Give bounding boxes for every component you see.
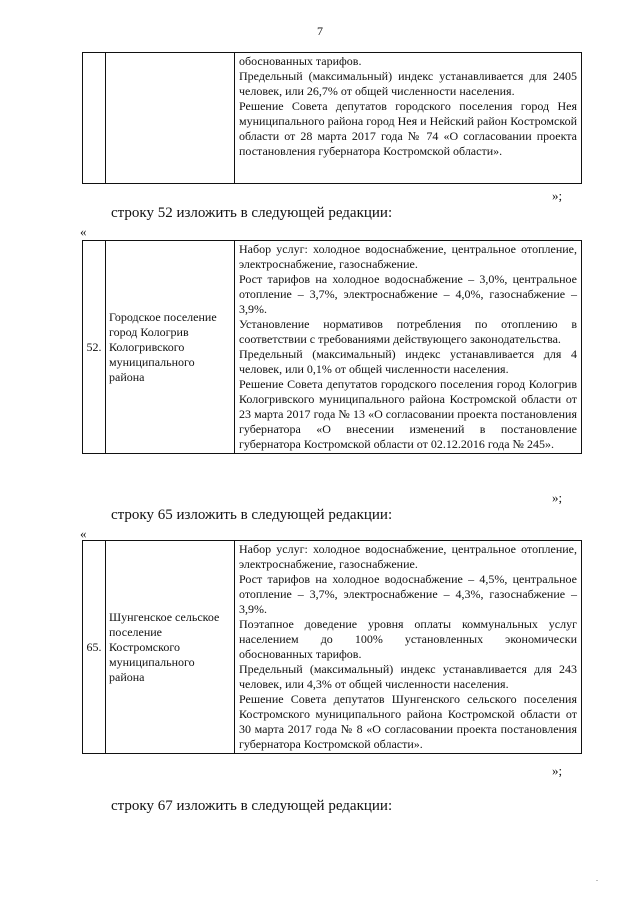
content-paragraph: обоснованных тарифов. xyxy=(239,54,362,68)
content-paragraph: Предельный (максимальный) индекс устанавливается для 2405 человек, или 26,7% от общей численности населения. xyxy=(239,69,577,98)
content-paragraph: Решение Совета депутатов городского поселения город Кологрив Кологривского муниципального района Костромской области от 23 марта 2017 года № 13 «О согласовании проекта постановления губернатора «О внесении изменений в постановление губернатора Костромской области от 02.12.2016 года № 245». xyxy=(239,377,577,451)
page-number: 7 xyxy=(317,24,323,38)
content-paragraph: Решение Совета депутатов городского поселения город Нея муниципального района город Нея и Нейский район Костромской области от 28 марта 2017 года № 74 «О согласовании проекта постановления губернатора Костромской области». xyxy=(239,99,577,158)
content-paragraph: Решение Совета депутатов Шунгенского сельского поселения Костромского муниципального района Костромской области от 30 марта 2017 года № 8 «О согласовании проекта постановления губернатора Костромской области». xyxy=(239,692,577,751)
row-number: 52. xyxy=(83,241,106,454)
instruction-text: строку 67 изложить в следующей редакции: xyxy=(111,798,393,814)
instruction-text: строку 52 изложить в следующей редакции: xyxy=(111,205,393,221)
opening-quote: « xyxy=(80,526,87,541)
content-paragraph: Установление нормативов потребления по отоплению в соответствии с требованиями действующего законодательства. xyxy=(239,317,577,346)
row-number-cell xyxy=(83,53,106,184)
row-content-cell xyxy=(235,53,582,184)
table-row-65 xyxy=(82,540,582,754)
closing-quote: »; xyxy=(552,763,563,778)
content-paragraph: Поэтапное доведение уровня оплаты коммунальных услуг населением до 100% установленных экономически обоснованных тарифов. xyxy=(239,617,577,661)
table-row-52 xyxy=(82,240,582,454)
row-content xyxy=(235,241,582,454)
table-continuation xyxy=(82,52,582,184)
opening-quote: « xyxy=(80,224,87,239)
content-paragraph: Набор услуг: холодное водоснабжение, центральное отопление, электроснабжение, газоснабжение. xyxy=(239,542,577,571)
corner-mark: . xyxy=(596,874,598,883)
instruction-text: строку 65 изложить в следующей редакции: xyxy=(111,507,393,523)
row-content xyxy=(235,541,582,754)
closing-quote: »; xyxy=(552,490,563,505)
content-paragraph: Рост тарифов на холодное водоснабжение – 3,0%, центральное отопление – 3,7%, электроснабжение – 4,0%, газоснабжение – 3,9%. xyxy=(239,272,577,316)
row-name: Шунгенское сельское поселение Костромского муниципального района xyxy=(106,541,235,754)
row-name: Городское поселение город Кологрив Кологривского муниципального района xyxy=(106,241,235,454)
content-paragraph: Набор услуг: холодное водоснабжение, центральное отопление, электроснабжение, газоснабжение. xyxy=(239,242,577,271)
closing-quote: »; xyxy=(552,188,563,203)
content-paragraph: Рост тарифов на холодное водоснабжение – 4,5%, центральное отопление – 3,7%, электроснабжение – 4,3%, газоснабжение – 3,9%. xyxy=(239,572,577,616)
row-number: 65. xyxy=(83,541,106,754)
row-name-cell xyxy=(106,53,235,184)
content-paragraph: Предельный (максимальный) индекс устанавливается для 4 человек, или 0,1% от общей численности населения. xyxy=(239,347,577,376)
content-paragraph: Предельный (максимальный) индекс устанавливается для 243 человек, или 4,3% от общей численности населения. xyxy=(239,662,577,691)
